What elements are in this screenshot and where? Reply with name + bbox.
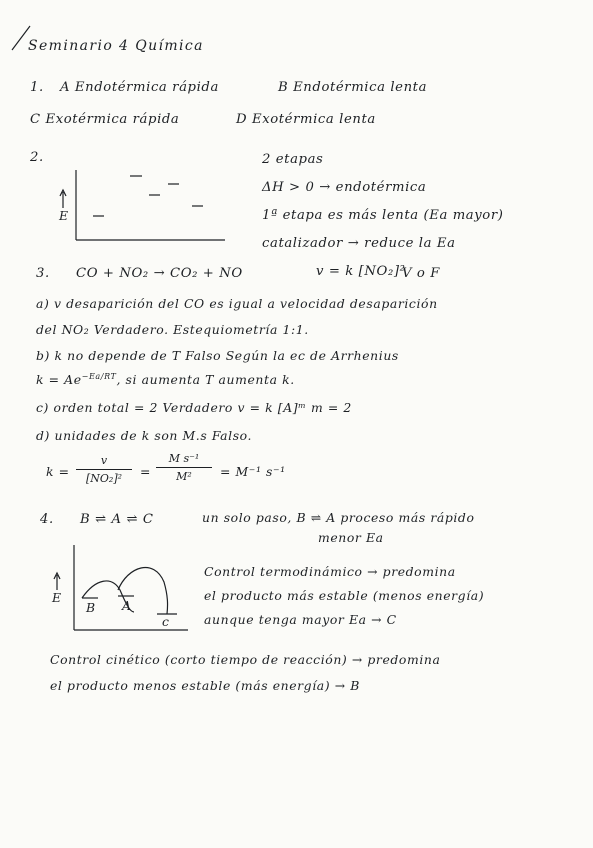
- q1-number: 1.: [30, 80, 44, 95]
- q2-line-3: 1ª etapa es más lenta (Ea mayor): [262, 208, 504, 223]
- q3-k-fraction-2: [156, 452, 212, 483]
- q4-kinetic-line-1: Control cinético (corto tiempo de reacción) → predomina: [50, 652, 441, 667]
- q3-k-lhs: k =: [46, 464, 70, 479]
- q4-point-a: A: [122, 598, 132, 613]
- q3-rate-law: v = k [NO₂]²: [316, 264, 406, 279]
- q3-k-equals: =: [140, 464, 151, 479]
- q4-kinetic-line-2: el producto menos estable (más energía) → B: [50, 678, 360, 693]
- q4-note-2: menor Ea: [318, 530, 384, 545]
- q4-point-b: B: [86, 600, 96, 615]
- q4-point-c: c: [162, 614, 170, 629]
- q2-line-4: catalizador → reduce la Ea: [262, 236, 456, 251]
- q3-b-tail: , si aumenta T aumenta k.: [116, 372, 295, 388]
- q2-number: 2.: [30, 150, 44, 165]
- q2-axis-label: E: [59, 208, 69, 223]
- q3-b-exponent: −Ea/RT: [81, 372, 117, 381]
- q1-option-a: A Endotérmica rápida: [60, 80, 219, 95]
- q4-thermo-line-3: aunque tenga mayor Ea → C: [204, 612, 397, 627]
- q3-a-line-1: a) v desaparición del CO es igual a velocidad desaparición: [36, 296, 438, 311]
- page-title: Seminario 4 Química: [28, 38, 204, 54]
- q4-note-1: un solo paso, B ⇌ A proceso más rápido: [202, 510, 475, 525]
- q3-k-fraction-1: [76, 454, 132, 485]
- q4-axis-label: E: [52, 590, 62, 605]
- q3-vf: V o F: [402, 266, 440, 281]
- q3-b-line-2: [36, 372, 295, 387]
- q2-line-1: 2 etapas: [262, 152, 324, 167]
- q3-reaction: CO + NO₂ → CO₂ + NO: [76, 266, 243, 281]
- q3-k-result: = M⁻¹ s⁻¹: [220, 464, 286, 479]
- q3-k-denominator-2: M²: [176, 470, 192, 483]
- q3-b-line-1: b) k no depende de T Falso Según la ec de Arrhenius: [36, 348, 399, 363]
- q3-fraction-bar-2: [156, 467, 212, 468]
- q4-thermo-line-2: el producto más estable (menos energía): [204, 588, 485, 603]
- q1-option-b: B Endotérmica lenta: [278, 80, 428, 95]
- q3-k-numerator: v: [100, 454, 108, 467]
- q3-k-denominator: [NO₂]²: [85, 472, 123, 485]
- q2-energy-diagram: [60, 170, 225, 240]
- q3-k-numerator-2: M s⁻¹: [168, 452, 200, 465]
- q3-b-arrhenius: k = Ae: [36, 372, 82, 388]
- q1-option-d: D Exotérmica lenta: [236, 112, 376, 127]
- q3-fraction-bar: [76, 469, 132, 470]
- q3-a-line-2: del NO₂ Verdadero. Estequiometría 1:1.: [36, 322, 309, 337]
- q4-equilibrium: B ⇌ A ⇌ C: [80, 512, 154, 527]
- q4-number: 4.: [40, 512, 54, 527]
- q4-thermo-line-1: Control termodinámico → predomina: [204, 564, 456, 579]
- q3-c-line: c) orden total = 2 Verdadero v = k [A]ᵐ m = 2: [36, 400, 352, 415]
- q2-line-2: ΔH > 0 → endotérmica: [262, 180, 427, 195]
- q3-number: 3.: [36, 266, 50, 281]
- q3-d-line: d) unidades de k son M.s Falso.: [36, 428, 253, 443]
- q1-option-c: C Exotérmica rápida: [30, 112, 180, 127]
